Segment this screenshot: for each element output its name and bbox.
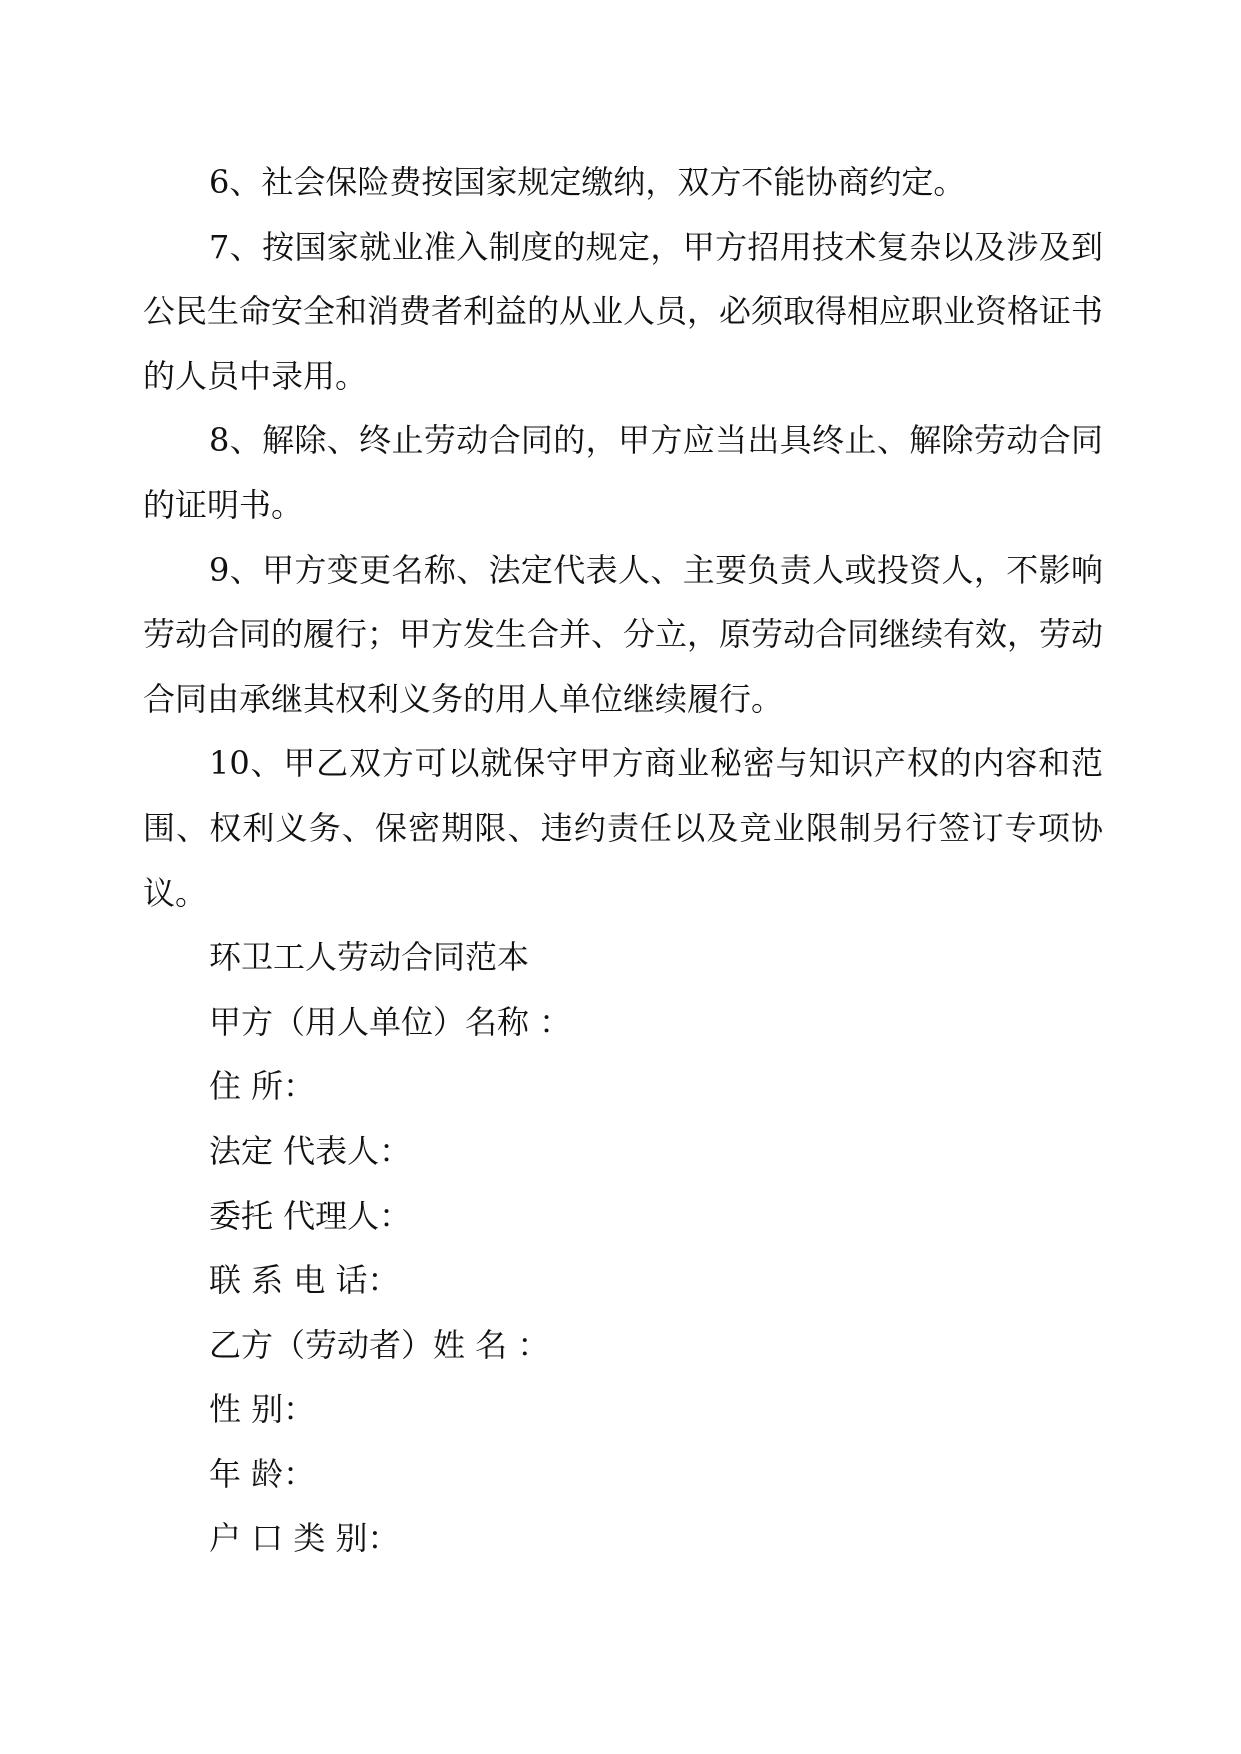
paragraph-item-6: 6、社会保险费按国家规定缴纳，双方不能协商约定。 — [209, 163, 966, 201]
field-address: 住 所： — [209, 1067, 316, 1106]
field-contact-phone: 联 系 电 话： — [209, 1261, 400, 1300]
paragraph-item-9: 9、甲方变更名称、法定代表人、主要负责人或投资人，不影响劳动合同的履行；甲方发生合并、分立，原劳动合同继续有效，劳动合同由承继其权利义务的用人单位继续履行。 — [143, 550, 1104, 718]
field-gender: 性 别： — [209, 1390, 316, 1429]
field-household-type: 户 口 类 别： — [209, 1519, 400, 1558]
field-age: 年 龄： — [209, 1454, 316, 1493]
paragraph-item-8: 8、解除、终止劳动合同的，甲方应当出具终止、解除劳动合同的证明书。 — [143, 421, 1103, 524]
paragraph-item-7: 7、按国家就业准入制度的规定，甲方招用技术复杂以及涉及到公民生命安全和消费者利益的从业人员，必须取得相应职业资格证书的人员中录用。 — [143, 227, 1104, 395]
paragraph-item-10: 10、甲乙双方可以就保守甲方商业秘密与知识产权的内容和范围、权利义务、保密期限、违约责任以及竞业限制另行签订专项协议。 — [143, 744, 1103, 912]
field-authorized-agent: 委托 代理人： — [209, 1196, 412, 1235]
field-employer-name: 甲方（用人单位）名称 ： — [209, 1002, 572, 1041]
field-employee-name: 乙方（劳动者）姓 名 ： — [209, 1325, 550, 1364]
document-body — [143, 150, 1103, 1571]
template-title: 环卫工人劳动合同范本 — [209, 938, 530, 977]
field-legal-representative: 法定 代表人： — [209, 1131, 412, 1170]
